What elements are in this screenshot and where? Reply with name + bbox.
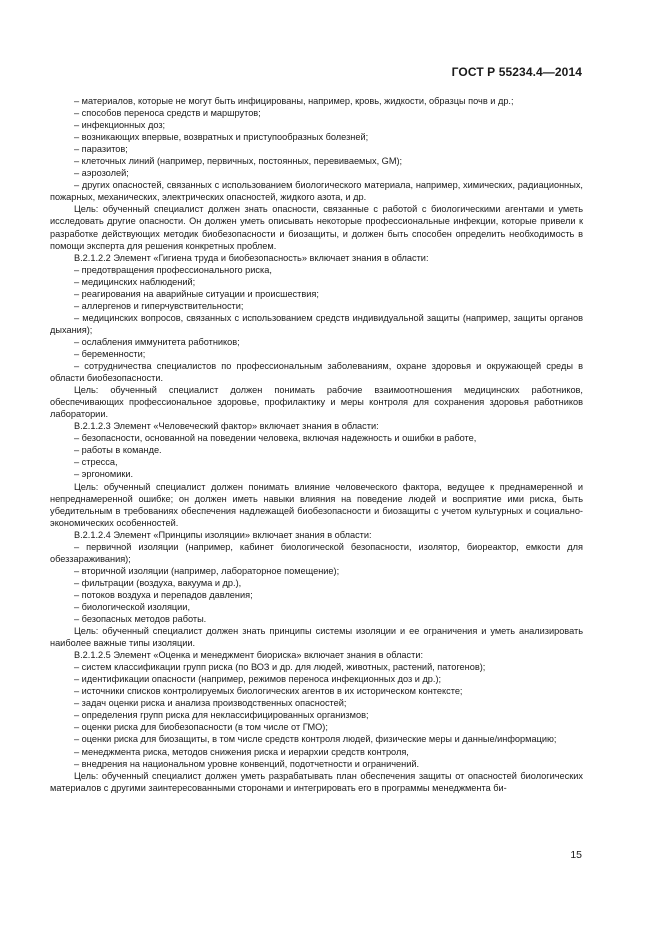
list-item: – фильтрации (воздуха, вакуума и др.), [74, 577, 242, 588]
list-item: – идентификации опасности (например, режимов переноса инфекционных доз и др.); [74, 674, 442, 685]
list-item: – источники списков контролируемых биологических агентов в их историческом контексте; [74, 686, 463, 697]
paragraph: Цель: обученный специалист должен уметь разрабатывать план обеспечения защиты от опасностей биологических материалов с другими заинтересованными сторонами и интегрировать его в программы менеджмента би- [50, 770, 583, 793]
subsection-heading: В.2.1.2.3 Элемент «Человеческий фактор» включает знания в области: [74, 421, 379, 432]
list-item: – внедрения на национальном уровне конвенций, подотчетности и ограничений. [74, 758, 420, 769]
paragraph: Цель: обученный специалист должен знать принципы системы изоляции и ее ограничения и уметь анализировать наиболее важные типы изоляции. [50, 626, 583, 649]
list-item: – возникающих впервые, возвратных и приступообразных болезней; [74, 132, 369, 143]
list-item: – беременности; [74, 348, 146, 359]
paragraph: Цель: обученный специалист должен знать опасности, связанные с работой с биологическими агентами и уметь исследовать другие опасности. Он должен уметь описывать некоторые профессиональные инфекции, которые привели к разработке действующих методик биобезопасности и биозащиты, и должен быть способен определить необходимость в помощи эксперта для решения конкретных проблем. [50, 204, 583, 251]
list-item: – оценки риска для биозащиты, в том числе средств контроля людей, физические меры и данные/информацию; [74, 734, 557, 745]
list-item: – других опасностей, связанных с использованием биологического материала, например, химических, радиационных, пожарных, механических, электрических опасностей, жидкого азота, и др. [50, 180, 583, 203]
list-item: – аэрозолей; [74, 168, 129, 179]
list-item: – медицинских вопросов, связанных с использованием средств индивидуальной защиты (например, защиты органов дыхания); [50, 312, 583, 335]
list-item: – работы в команде. [74, 445, 162, 456]
list-item: – вторичной изоляции (например, лабораторное помещение); [74, 565, 340, 576]
list-item: – потоков воздуха и перепадов давления; [74, 589, 253, 600]
list-item: – систем классификации групп риска (по ВОЗ и др. для людей, животных, растений, патогенов); [74, 662, 486, 673]
subsection-heading: В.2.1.2.2 Элемент «Гигиена труда и биобезопасность» включает знания в области: [74, 252, 429, 263]
list-item: – задач оценки риска и анализа производственных опасностей; [74, 698, 347, 709]
list-item: – определения групп риска для неклассифицированных организмов; [74, 710, 369, 721]
list-item: – материалов, которые не могут быть инфицированы, например, кровь, жидкости, образцы почв и др.; [74, 96, 514, 106]
paragraph: Цель: обученный специалист должен понимать влияние человеческого фактора, ведущее к преднамеренной и непреднамеренной ошибке; он должен иметь навыки влияния на поведение людей и восприятие ими риска, быть убедительным в требованиях обеспечения надлежащей биобезопасности и биозащиты с учетом культурных и социально-экономических особенностей. [50, 481, 583, 528]
subsection-heading: В.2.1.2.5 Элемент «Оценка и менеджмент биориска» включает знания в области: [74, 650, 424, 661]
list-item: – биологической изоляции, [74, 601, 190, 612]
list-item: – эргономики. [74, 469, 134, 480]
document-body [50, 95, 583, 794]
subsection-heading: В.2.1.2.4 Элемент «Принципы изоляции» включает знания в области: [74, 529, 372, 540]
list-item: – реагирования на аварийные ситуации и происшествия; [74, 288, 319, 299]
list-item: – медицинских наблюдений; [74, 276, 196, 287]
list-item: – безопасности, основанной на поведении человека, включая надежность и ошибки в работе, [74, 433, 477, 444]
list-item: – паразитов; [74, 144, 128, 155]
list-item: – оценки риска для биобезопасности (в том числе от ГМО); [74, 722, 328, 733]
list-item: – клеточных линий (например, первичных, постоянных, перевиваемых, GM); [74, 156, 403, 167]
list-item: – безопасных методов работы. [74, 614, 207, 625]
list-item: – способов переноса средств и маршрутов; [74, 108, 261, 119]
standard-header: ГОСТ Р 55234.4—2014 [451, 65, 582, 79]
list-item: – менеджмента риска, методов снижения риска и иерархии средств контроля, [74, 746, 409, 757]
page-number: 15 [570, 849, 582, 861]
list-item: – ослабления иммунитета работников; [74, 336, 240, 347]
list-item: – первичной изоляции (например, кабинет биологической безопасности, изолятор, биореактор, емкости для обеззараживания); [50, 541, 583, 564]
list-item: – инфекционных доз; [74, 120, 166, 131]
list-item: – аллергенов и гиперчувствительности; [74, 300, 244, 311]
list-item: – сотрудничества специалистов по профессиональным заболеваниям, охране здоровья и окружающей среды в области биобезопасности. [50, 361, 583, 384]
paragraph: Цель: обученный специалист должен понимать рабочие взаимоотношения медицинских работников, обеспечивающих профессиональное здоровье, профилактику и меры контроля для сохранения здоровья работников лаборатории. [50, 385, 583, 420]
list-item: – предотвращения профессионального риска, [74, 264, 272, 275]
list-item: – стресса, [74, 457, 118, 468]
